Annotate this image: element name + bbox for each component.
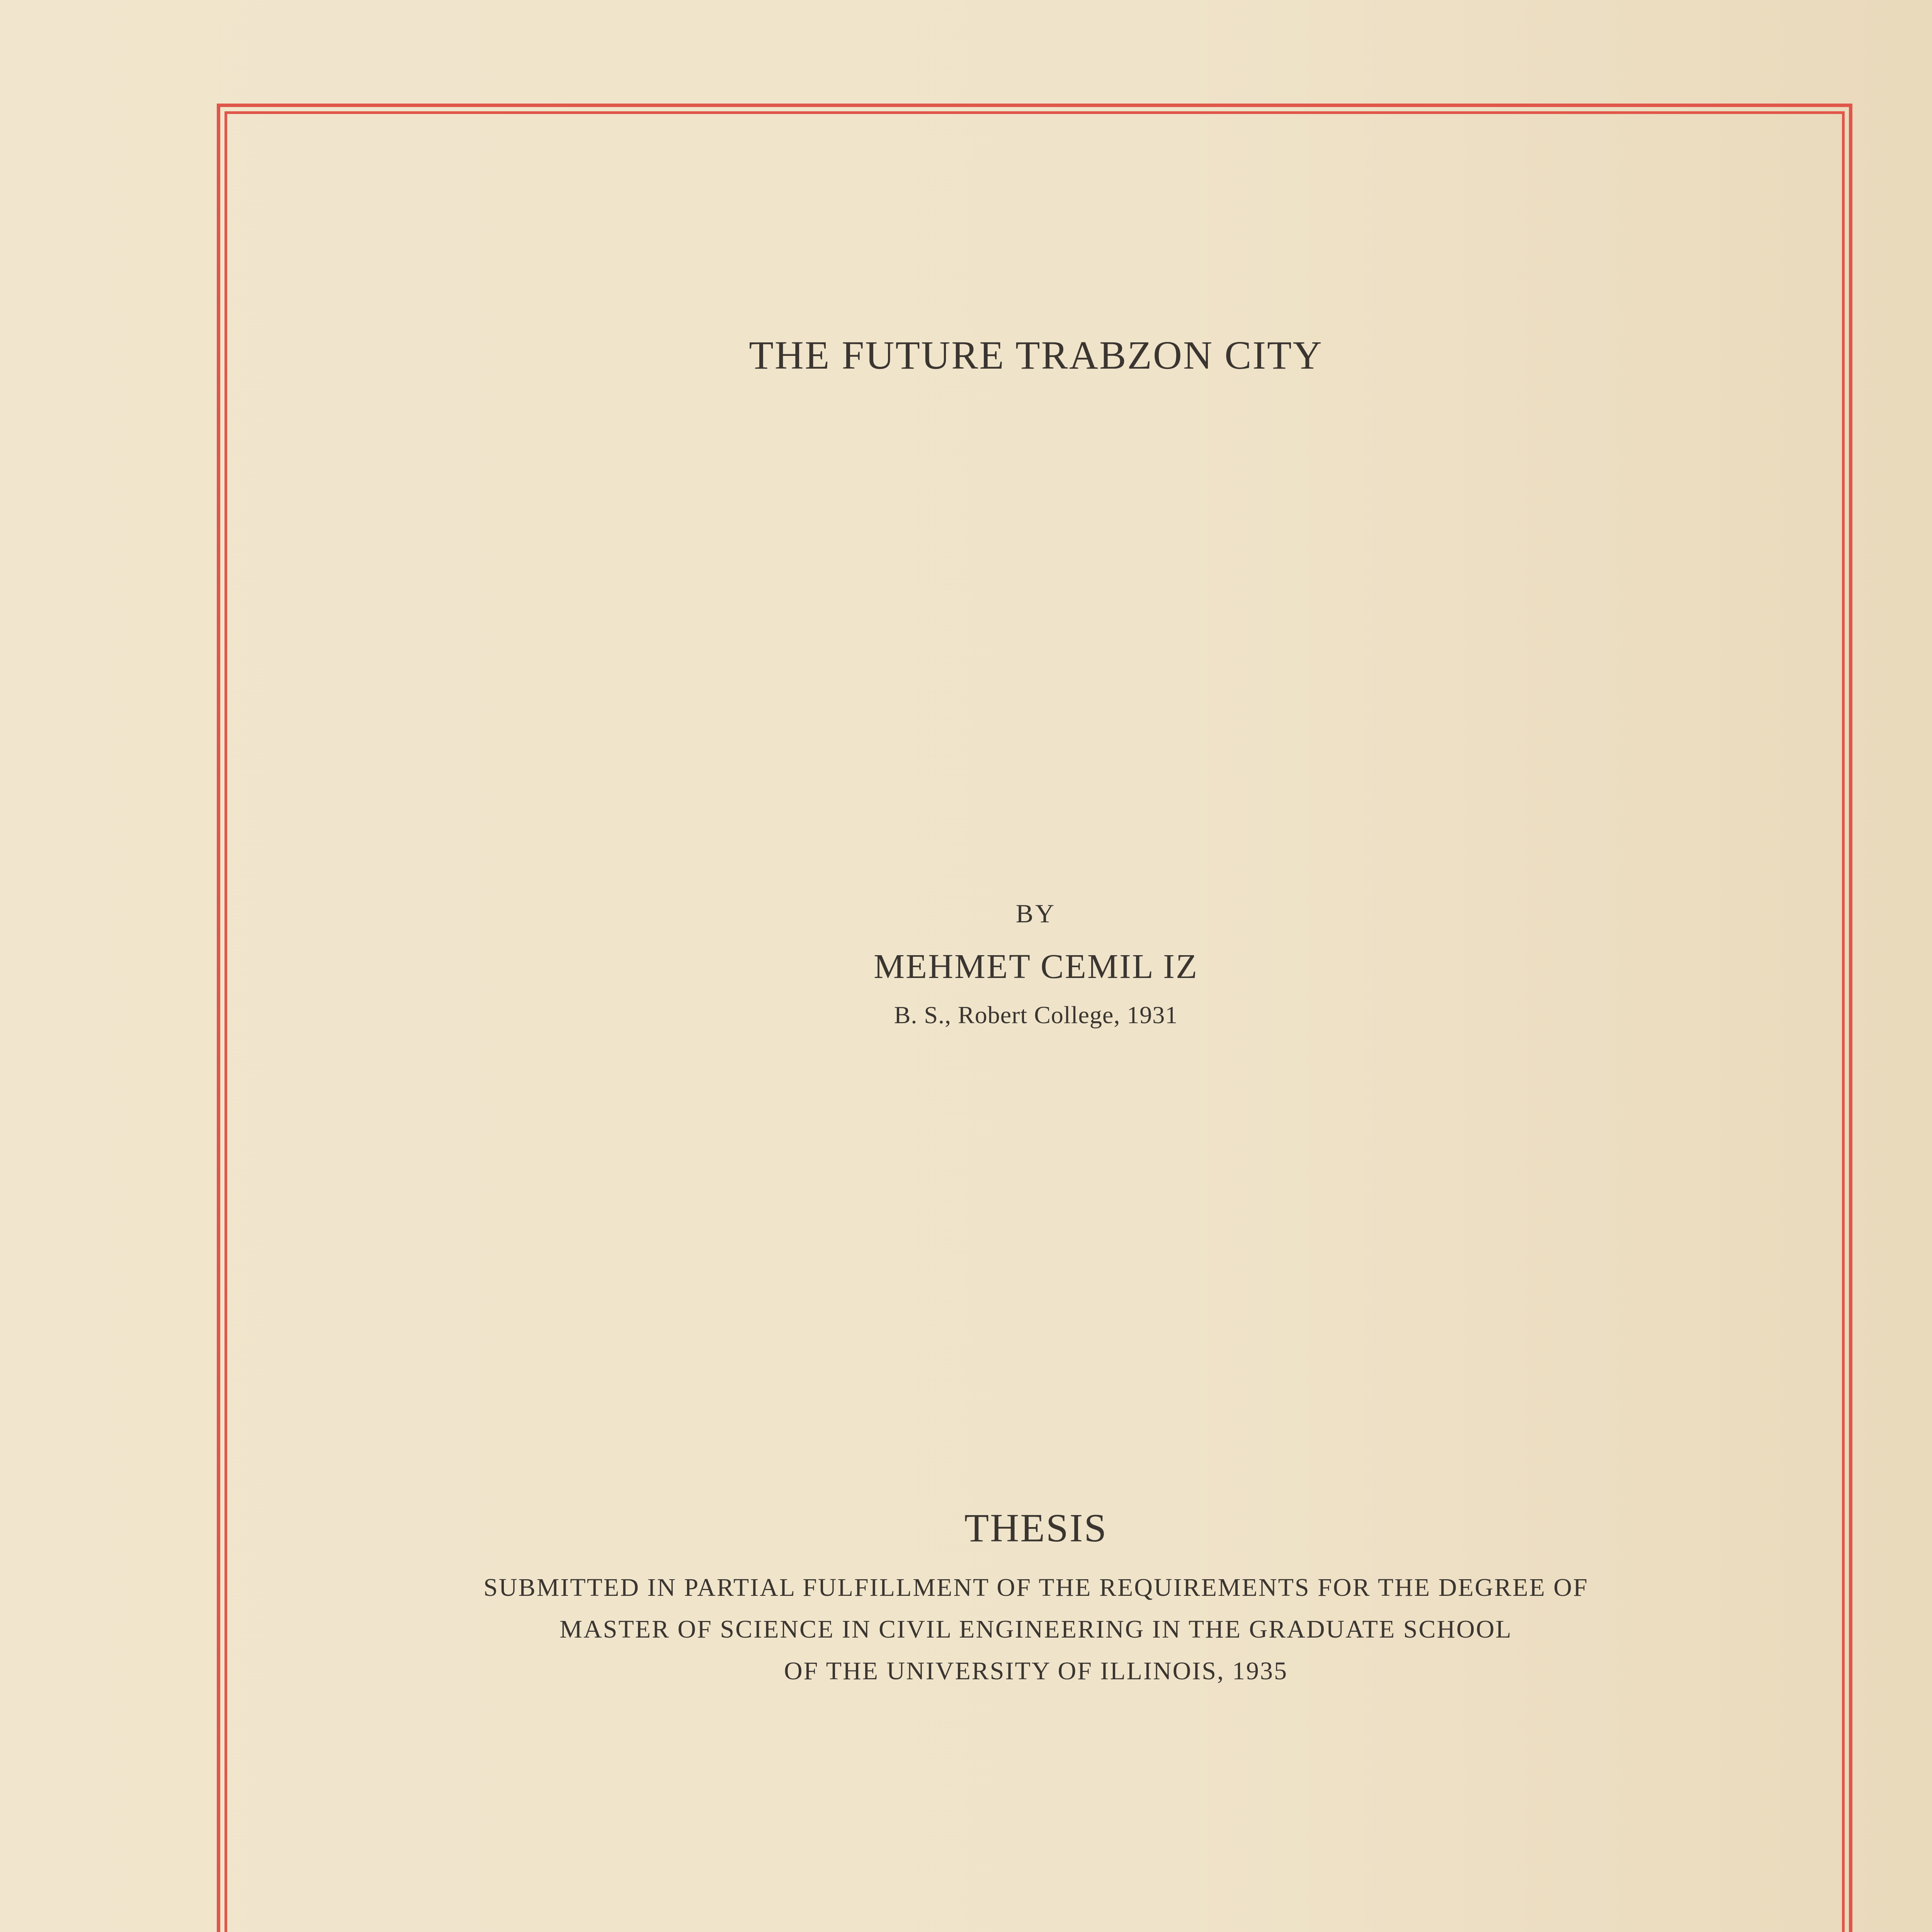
thesis-title: THE FUTURE TRABZON CITY: [749, 333, 1323, 378]
by-label: BY: [1015, 899, 1056, 928]
submission-line: MASTER OF SCIENCE IN CIVIL ENGINEERING IN THE GRADUATE SCHOOL: [560, 1615, 1512, 1643]
submission-line: OF THE UNIVERSITY OF ILLINOIS, 1935: [784, 1657, 1288, 1685]
submission-statement: [0, 1567, 1932, 1692]
thesis-heading: THESIS: [964, 1506, 1108, 1550]
prior-degree: B. S., Robert College, 1931: [894, 1001, 1178, 1029]
submission-line: SUBMITTED IN PARTIAL FULFILLMENT OF THE REQUIREMENTS FOR THE DEGREE OF: [483, 1573, 1588, 1602]
author-name: MEHMET CEMIL IZ: [874, 947, 1198, 986]
